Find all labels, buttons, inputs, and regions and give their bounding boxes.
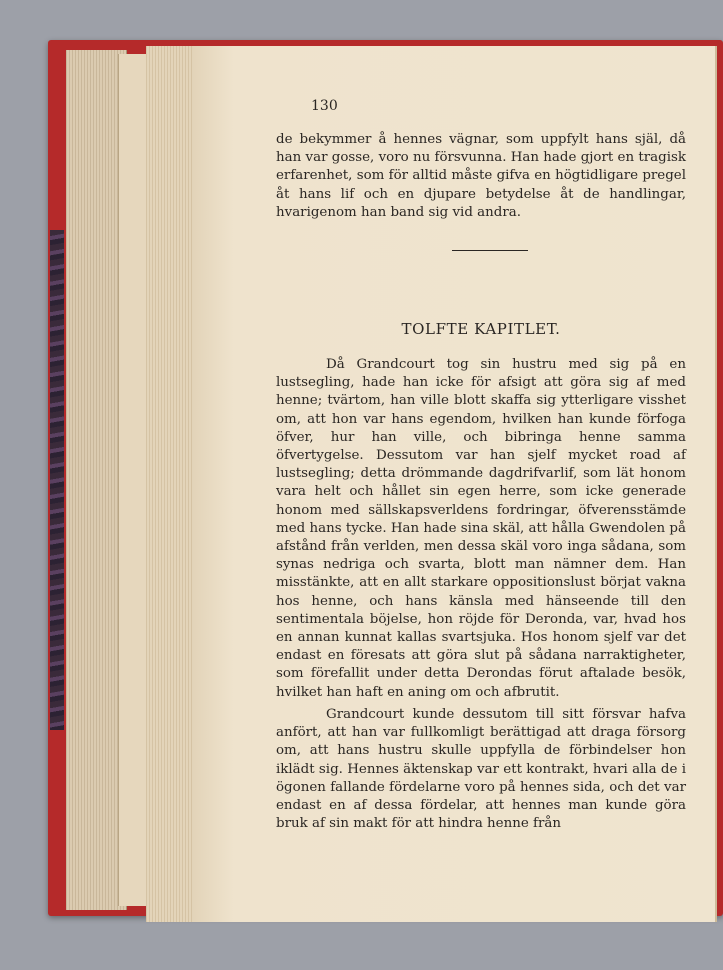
page-number: 130 bbox=[311, 98, 338, 114]
opening-paragraph: de bekymmer å hennes vägnar, som uppfylt hans själ, då han var gosse, voro nu försvunna. Han hade gjort en tragisk erfarenhet, som för alltid måste gifva en högtidligare pregel åt hans lif och en djupare betydelse åt de handlingar, hvarigenom han band sig vid andra. bbox=[276, 132, 686, 220]
page-edge-mid bbox=[118, 54, 147, 906]
chapter-title: TOLFTE KAPITLET. bbox=[401, 320, 561, 338]
marbled-endpaper bbox=[50, 230, 64, 730]
page-stack bbox=[146, 46, 195, 922]
section-divider bbox=[452, 250, 528, 251]
paragraph-1: Då Grandcourt tog sin hustru med sig på en lustsegling, hade han icke för afsigt att göra sig af med henne; tvärtom, han ville blott skaffa sig ytterligare visshet om, att hon var hans egendom, hvilken han kunde förfoga öfver, hur han ville, och bibringa henne samma öfvertygelse. Dessutom var han sjelf mycket road af lustsegling; detta drömmande dagdrifvarlif, som lät honom vara helt och hållet sin egen herre, som icke generade honom med sällskapsverldens fordringar, öfverensstämde med hans tycke. Han hade sina skäl, att hålla Gwendolen på afstånd från verlden, men dessa skäl voro inga sådana, som synas nedriga och svarta, blott man nämner dem. Han misstänkte, att en allt starkare oppositionslust börjat vakna hos henne, och hans känsla med hänseende till den sentimentala böjelse, hon röjde för Deronda, var, hvad hos en annan kunnat kallas svartsjuka. Hos honom sjelf var det endast en föresats att göra slut på sådana narraktigheter, som förefallit under detta Derondas förut aftalade besök, hvilket han haft en aning om och afbrutit. bbox=[276, 357, 686, 700]
paragraph-2: Grandcourt kunde dessutom till sitt försvar hafva anfört, att han var fullkomligt berättigad att draga försorg om, att hans hustru skulle uppfylla de förbindelser hon iklädt sig. Hennes äktenskap var ett kontrakt, hvari alla de i ögonen fallande fördelarne voro på hennes sida, och det var endast en af dessa fördelar, att hennes man kunde göra bruk af sin makt för att hindra henne från bbox=[276, 707, 686, 832]
